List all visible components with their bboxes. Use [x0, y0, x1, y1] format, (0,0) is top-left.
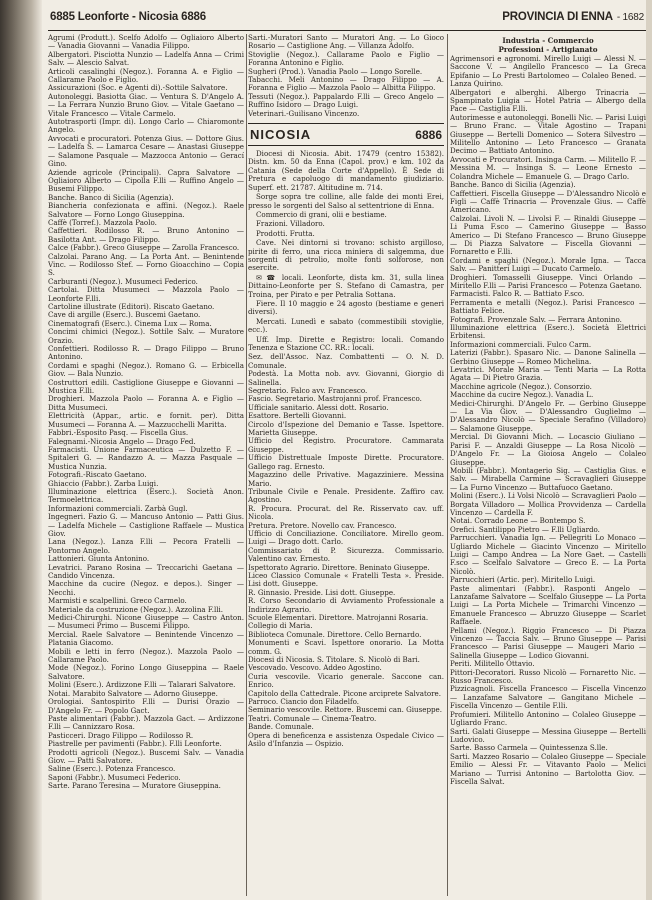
page-number: - 1682 — [616, 12, 644, 23]
description-paragraph: Frazioni. Villadoro. — [256, 219, 325, 229]
directory-entry: Articoli casalinghi (Negoz.). Foranna A. e Figlio — Callarame Paolo e Figlio. — [48, 66, 244, 85]
nicosia-trades-list — [450, 55, 646, 786]
directory-entry: Opera di beneficenza e assistenza Ospedale Civico — Asilo d'Infanzia — Ospizio. — [248, 730, 444, 749]
directory-entry: Albergatori. Pisciotta Nunzio — Ladelfa Anna — Crimi Salv. — Alescio Salvat. — [48, 49, 244, 68]
header-right — [502, 11, 644, 23]
columns — [48, 34, 646, 896]
directory-entry: Autotrasporti (Impr. di). Longo Carlo — Chiaromonte Angelo. — [48, 117, 244, 135]
directory-entry: Confettieri. Rodilosso R. — Drago Filippo — Bruno Antonino. — [48, 344, 244, 362]
directory-entry: Falegnami.-Nicosia Angelo — Drago Fed. — [48, 436, 196, 446]
directory-entry: Scuole Elementari. Direttore. Matrojanni Rosaria. — [248, 613, 429, 622]
town-code: 6886 — [415, 128, 442, 143]
directory-entry: Marmisti e scalpellini. Greco Carmelo. — [48, 596, 187, 606]
directory-entry: R. Ginnasio. Preside. Lisi dott. Giuseppe. — [248, 587, 396, 597]
directory-entry: Avvocati e procuratori. Potenza Gius. — Dottore Gius. — Ladelfa S. — Lamarca Cesare — Anastasi Giuseppe — Salamone Pasquale — Mazzocca Antonio — Gerací Gino. — [48, 133, 244, 169]
directory-entry: Calce (Fabbr.). Greco Giuseppe — Zarolla Francesco. — [48, 243, 240, 253]
directory-entry: Ufficio del Registro. Procuratore. Cammarata Giuseppe. — [248, 436, 444, 454]
directory-entry: Sarti. Galati Giuseppe — Messina Giuseppe — Bertelli Ludovico. — [450, 726, 646, 744]
directory-entry: Ferramenta e metalli (Negoz.). Parisi Francesco — Battiato Felice. — [450, 297, 646, 316]
directory-entry: Stoviglie (Negoz.). Callarame Paolo e Figlio — Foranna Antonino e Figlio. — [248, 49, 444, 68]
directory-entry: Assicurazioni (Soc. e Agenti di).-Sottile Salvatore. — [48, 83, 228, 93]
directory-entry: Costruttori edili. Castiglione Giuseppe e Giovanni — Mustica F.lli. — [48, 377, 244, 396]
directory-entry: Sugheri (Prod.). Vanadia Paolo — Longo Sorelle. — [248, 66, 423, 76]
directory-entry: Mobili e letti in ferro (Negoz.). Mazzola Paolo — Callarame Paolo. — [48, 646, 244, 665]
directory-entry: Ufficio di Conciliazione. Conciliatore. Mirello geom. Luigi — Drago dott. Carlo. — [248, 528, 444, 547]
directory-entry: Cordami e spaghi (Negoz.). Romano G. — Erbicella Giov. — Bala Nunzio. — [48, 360, 244, 379]
directory-entry: Medici-Chirurghi. D'Angelo Fr. — Gerbino Giuseppe — La Via Giov. — D'Alessandro Guglielmo — D'Alessandro Nicolò — Speciale Serafino (Villadoro) — Salamone Giuseppe. — [450, 398, 646, 433]
directory-entry: Parrucchieri. Vanadia Ign. — Pellegriti Lo Monaco — Ugliardo Michele — Giacinto Vincenzo — Miritello Luigi — Campo Andrea — La Nore Gaet. — Castelli F.sco — Scelfalo Salvatore — Greco E. — La Porta Nicolò. — [450, 533, 646, 576]
directory-entry: Caffè (Torref.). Mazzola Paolo. — [48, 217, 157, 227]
description-paragraph: Sorge sopra tre colline, alle falde dei monti Erei, presso le sorgenti del Salso al settentrione di Enna. — [248, 192, 444, 210]
directory-entry: Orefici. Santilippo Pietro — F.lli Ugliardo. — [450, 524, 600, 534]
directory-entry: Informazioni commerciali. Fulco Carm. — [450, 339, 592, 349]
directory-entry: Cordami e spaghi (Negoz.). Morale Igna. — Tacca Salv. — Panitteri Luigi — Ducato Carmelo. — [450, 255, 646, 274]
description-paragraph: Mercati. Lunedì e sabato (commestibili stoviglie, ecc.). — [248, 316, 444, 335]
directory-entry: Laterizi (Fabbr.). Spasaro Nic. — Danone Salinella — Gerbino Giuseppe — Romeo Michelina. — [450, 348, 646, 366]
directory-entry: Macchine da cucire (Negoz. e depos.). Singer — Necchi. — [48, 579, 244, 597]
directory-entry: Pellami (Negoz.). Riggio Francesco — Di Piazza Vincenzo — Taccia Salv. — Bruno Giuseppe — Parisi Francesco — Parisi Giuseppe — Maugeri Mario — Salinella Giuseppe — Lodico Giovanni. — [450, 625, 646, 660]
directory-entry: Fabbri.-Esposito Pasq. — Fiscella Gius. — [48, 428, 189, 438]
directory-entry: Parroco. Ciancio don Filadelfo. — [248, 697, 359, 707]
directory-entry: Molini (Eserc.). Li Volsi Nicolò — Scravaglieri Paolo — Borgata Villadoro — Mollica Provvidenza — Cardella Vincenzo — Cardella F. — [450, 491, 646, 517]
directory-entry: Podestà. La Motta nob. avv. Giovanni, Giorgio di Salinella. — [248, 369, 444, 387]
directory-entry: Notai. Corrado Leone — Bontempo S. — [450, 516, 586, 526]
directory-entry: Ufficio Distrettuale Imposte Dirette. Procuratore. Gallego rag. Ernesto. — [248, 453, 444, 471]
directory-entry: Paste alimentari (Fabbr.). Mazzola Gact. — Ardizzone F.lli — Cannizzaro Rosa. — [48, 713, 244, 732]
directory-entry: Liceo Classico Comunale « Fratelli Testa ». Preside. Lisi dott. Giuseppe. — [248, 570, 444, 589]
section-heading-line1: Industria - Commercio — [502, 36, 594, 45]
description-paragraph: Diocesi di Nicosia. Abit. 17479 (centro 15382). Distn. km. 50 da Enna (Capol. prov.) e km. 102 da Catania (Sede della Corte d'Appello). È Sede di Pretura e capoluogo di mandamento giudiziario. Superf. ett. 21787. Altitudine m. 714. — [248, 149, 444, 192]
directory-entry: Saline (Eserc.). Potenza Francesco. — [48, 764, 176, 774]
description-paragraph: Cave. Nei dintorni si trovano: schisto argilloso, pirite di ferro, una ricca miniera di salgemma, due sorgenti di petrolio, molte fonti solforose, non esercite. — [248, 238, 444, 273]
section-heading-line2: Professioni - Artigianato — [498, 45, 598, 54]
description-paragraph: Commercio di grani, olii e bestiame. — [256, 209, 387, 219]
directory-entry: Droghieri. Mazzola Paolo — Foranna A. e Figlio — Ditta Musumeci. — [48, 394, 244, 412]
directory-entry: Calzolai. Livoli N. — Livolsi F. — Rinaldi Giuseppe — Li Puma F.sco — Camerino Giuseppe — Basso Americo — Di Stefano Francesco — Bruno Giuseppe — Di Piazza Salvatore — Fiscella Giovanni — Fornaretto e F.lli. — [450, 213, 646, 257]
directory-entry: Levatrici. Morale Maria — Tenti Maria — La Rotta Agata — Di Pietro Grazia. — [450, 365, 646, 383]
directory-entry: Mode (Negoz.). Forino Longo Giuseppina — Raele Salvatore. — [48, 663, 244, 681]
town-description — [248, 150, 444, 352]
directory-entry: Macchine agricole (Negoz.). Consorzio. — [450, 381, 592, 391]
directory-entry: Sarti.-Muratori Santo — Muratori Ang. — Lo Gioco Rosario — Castiglione Ang. — Villanza Adolfo. — [248, 34, 444, 51]
directory-entry: Ingegneri. Fazio G. — Mancuso Antonio — Patti Gius. — Ladelfa Michele — Castiglione Raffaele — Mustica Giov. — [48, 512, 244, 538]
section-heading — [450, 36, 646, 54]
directory-entry: Orologiai. Santospirito F.lli — Durisi Orazio — D'Angelo Fr. — Popolo Gact. — [48, 697, 244, 715]
directory-entry: Ghiaccio (Fabbr.). Zarba Luigi. — [48, 478, 159, 488]
directory-entry: Pittori-Decoratori. Russo Nicolò — Fornaretto Nic. — Russo Francesco. — [450, 667, 646, 686]
directory-entry: Fascio. Segretario. Mastrojanni prof. Francesco. — [248, 394, 422, 404]
directory-entry: Notai. Marabito Salvatore — Adorno Giuseppe. — [48, 688, 218, 698]
directory-entry: Medici-Chirurghi. Nicone Giuseppe — Castro Anton. — Musumeci Primo — Buscemi Filippo. — [48, 613, 244, 631]
directory-entry: Pizzicagnoli. Fiscella Francesco — Fiscella Vincenzo — Lanzafame Salvatore — Gangitano Michele — Fiscella Vincenzo — Gentile F.lli. — [450, 684, 646, 711]
directory-entry: Sarte. Parano Teresina — Muratore Giuseppina. — [48, 781, 221, 791]
directory-entry: Calzolai. Parano Ang. — La Porta Ant. — Benintende Vinc. — Rodilosso Stef. — Forno Gioacchino — Copia S. — [48, 251, 244, 278]
directory-entry: Pasticceri. Drago Filippo — Rodilosso R. — [48, 730, 194, 740]
directory-entry: Teatri. Comunale — Cinema-Teatro. — [248, 713, 377, 723]
directory-entry: Cartolai. Ditta Musumeci — Mazzola Paolo — Leonforte F.lli. — [48, 285, 244, 303]
page-edge — [646, 0, 652, 900]
directory-entry: Agrimensori e agronomi. Mirello Luigi — Alessi N. — Saccone V. — Angilello Francesco — La Greca Epifanio — Lo Presti Bartolomeo — Colaleo Bened. — Lanza Quirino. — [450, 54, 646, 89]
column-nicosia-trades — [450, 34, 646, 896]
directory-entry: Segretario. Falco avv. Francesco. — [248, 386, 368, 396]
header-left-title: 6885 Leonforte - Nicosia 6886 — [50, 11, 206, 23]
directory-entry: Esattore. Bertelli Giovanni. — [248, 411, 347, 421]
directory-entry: Capitolo della Cattedrale. Picone arciprete Salvatore. — [248, 688, 441, 698]
column-divider — [246, 34, 247, 896]
directory-entry: Seminario vescovile. Rettore. Buscemi can. Giuseppe. — [248, 705, 442, 715]
directory-entry: Diocesi di Nicosia. S. Titolare. S. Nicolò di Bari. — [248, 655, 420, 665]
directory-entry: Concimi chimici (Negoz.). Sottile Salv. — Muratore Orazio. — [48, 327, 244, 345]
directory-entry: Elettricità (Appar., artic. e fornit. per). Ditta Musumeci — Foranna A. — Mazzucchelli Maritta. — [48, 411, 244, 429]
directory-entry: Collegio di Maria. — [248, 621, 313, 631]
directory-entry: Saponi (Fabbr.). Musumeci Federico. — [48, 772, 181, 782]
directory-entry: Ispettorato Agrario. Direttore. Beninato Giuseppe. — [248, 562, 430, 572]
directory-entry: Banche. Banco di Sicilia (Agenzia). — [48, 192, 174, 202]
directory-entry: Ufficiale sanitario. Alessi dott. Rosario. — [248, 402, 389, 412]
directory-entry: Tribunale Civile e Penale. Presidente. Zaffiro cav. Agostino. — [248, 486, 444, 505]
directory-entry: Farmacisti. Falco R. — Battiato F.sco. — [450, 289, 585, 299]
header-province: PROVINCIA DI ENNA — [502, 11, 613, 23]
description-paragraph: ✉ ☎ locali. Leonforte, dista km. 31, sulla linea Dittaino-Leonforte per S. Stefano di Camastra, per Troina, per Pirato e per Petralia Sottana. — [248, 272, 444, 299]
directory-entry: Pretura. Pretore. Novello cav. Francesco. — [248, 520, 397, 530]
directory-entry: Levatrici. Parano Rosina — Treccarichi Gaetana — Candido Vincenza. — [48, 562, 244, 580]
directory-entry: Circolo d'Ispezione del Demanio e Tasse. Ispettore. Marietta Giuseppe. — [248, 419, 444, 438]
directory-entry: Aziende agricole (Principali). Capra Salvatore — Ogliaioro Alberto — Cipolla F.lli — Ruffino Angelo — Busemi Filippo. — [48, 167, 244, 194]
nicosia-institutions — [248, 353, 444, 748]
directory-entry: Autorimesse e autonoleggi. Bonelli Nic. — Parisi Luigi — Bruno Franc. — Vitale Agostino — Trapani Giuseppe — Bertelli Domenico — Sotera Silvestro — Militello Antonino — Leto Francesco — Granata Decimo — Battiato Antonino. — [450, 112, 646, 156]
directory-entry: Vescovado. Vescovo. Addeo Agostino. — [248, 663, 382, 673]
description-paragraph: Prodotti. Frutta. — [256, 228, 315, 238]
directory-entry: Biblioteca Comunale. Direttore. Cello Bernardo. — [248, 629, 422, 639]
directory-entry: Fotografi.-Riscato Gaetano. — [48, 470, 147, 480]
directory-entry: Mercial. Raele Salvatore — Benintende Vincenzo — Platania Giacomo. — [48, 629, 244, 648]
directory-entry: Periti. Militello Ottavio. — [450, 659, 535, 669]
town-heading — [248, 123, 444, 146]
column-divider — [447, 34, 448, 896]
directory-entry: Profumieri. Militello Antonino — Colaleo Giuseppe — Ugliardo Franc. — [450, 709, 646, 728]
directory-entry: Cinematografi (Eserc.). Cinema Lux — Roma. — [48, 318, 212, 328]
directory-entry: Banche. Banco di Sicilia (Agenzia). — [450, 180, 576, 190]
directory-entry: Paste alimentari (Fabbr.). Rasponti Angelo — Lanzafame Salvatore — Scelfalo Giuseppe — La Porta Luigi — La Porta Michele — Trimarchi Vincenzo — Emanuele Francesco — Abruzzo Giuseppe — Scarlet Raffaele. — [450, 583, 646, 627]
directory-entry: Caffettieri. Fiscella Giuseppe — D'Alessandro Nicolò e Figli — Caffè Trinacria — Provenzale Gius. — Caffè Americano. — [450, 188, 646, 215]
directory-entry: Illuminazione elettrica (Eserc.). Società Elettrici Erbitensi. — [450, 323, 646, 341]
directory-entry: Parrucchieri (Artic. per). Miritello Luigi. — [450, 575, 596, 585]
directory-entry: Fotografi. Provenzale Salv. — Ferrara Antonino. — [450, 314, 622, 324]
directory-entry: Monumenti e Scavi. Ispettore onorario. La Motta comm. G. — [248, 638, 444, 656]
directory-entry: Illuminazione elettrica (Eserc.). Società Anon. Termoelettrica. — [48, 486, 244, 505]
directory-entry: Piastrelle per pavimenti (Fabbr.). F.lli Leonforte. — [48, 739, 222, 749]
directory-entry: Biancheria confezionata e affini. (Negoz.). Raele Salvatore — Forno Longo Giuseppina. — [48, 201, 244, 219]
directory-entry: Macchine da cucire Negoz.). Vanadia L. — [450, 390, 594, 400]
directory-entry: Tabacchi. Meli Antonino — Drago Filippo — A. Foranna e Figlio — Mazzola Paolo — Albitta Filippo. — [248, 75, 444, 93]
leonforte-continued — [248, 34, 444, 118]
directory-entry: Molini (Eserc.). Ardizzone F.lli — Talarari Salvatore. — [48, 680, 236, 690]
directory-entry: R. Corso Secondario di Avviamento Professionale a Indirizzo Agrario. — [248, 596, 444, 614]
directory-entry: Farmacisti. Unione Farmaceutica — Dulzetto F. — Spitaleri G. — Randazzo A. — Mazza Pasquale — Mustica Nunzia. — [48, 444, 244, 471]
directory-entry: Agrumi (Produtt.). Scelfo Adolfo — Ogliaioro Alberto — Vanadia Giovanni — Vanadia Filippo. — [48, 34, 244, 51]
book-binding-shadow — [0, 0, 42, 900]
directory-entry: Prodotti agricoli (Negoz.). Buscemi Salv. — Vanadia Giov. — Patti Salvatore. — [48, 747, 244, 765]
directory-entry: R. Procura. Procurat. del Re. Risservato cav. uff. Nicola. — [248, 503, 444, 522]
directory-entry: Sarte. Basso Carmela — Quintessenza S.lle. — [450, 743, 608, 753]
column-middle — [248, 34, 444, 896]
directory-page — [48, 8, 646, 896]
directory-entry: Lattonieri. Giunta Antonino. — [48, 554, 150, 564]
directory-entry: Tessuti (Negoz.). Pappalardo F.lli — Greco Angelo — Ruffino Isidoro — Drago Luigi. — [248, 91, 444, 110]
town-name: NICOSIA — [250, 127, 312, 143]
directory-entry: Avvocati e Procuratori. Insinga Carm. — Militello F. — Messina M. — Insinga S. — Leone Ernesto — Colandra Michele — Emanuele G. — Drago Carlo. — [450, 154, 646, 181]
directory-entry: Sarti. Mazzeo Rosario — Colaleo Giuseppe — Speciale Emilio — Alessi Fr. — Vitavanto Paolo — Melici Mariano — Turrisi Antonino — Bartolotta Giov. — Fiscella Salvat. — [450, 751, 646, 786]
directory-entry: Droghieri. Tomasselli Giuseppe. Vinci Orlando — Miritello F.lli — Parisi Francesco — Potenza Gaetano. — [450, 272, 646, 290]
directory-entry: Lana (Negoz.). Lanza F.lli — Pecora Fratelli — Pontorno Angelo. — [48, 537, 244, 555]
column-leonforte — [48, 34, 244, 896]
page-header — [48, 8, 646, 31]
directory-entry: Bande. Comunale. — [248, 722, 314, 732]
directory-entry: Caffettieri. Rodilosso R. — Bruno Antonino — Basilotta Ant. — Drago Filippo. — [48, 226, 244, 244]
directory-entry: Mobili (Fabbr.). Montagerio Sig. — Castiglia Gius. e Salv. — Mirabella Carmine — Scravaglieri Giuseppe — La Furno Vincenzo — Buttafuoco Gaetano. — [450, 465, 646, 492]
directory-entry: Carburanti (Negoz.). Musumeci Federico. — [48, 276, 198, 286]
directory-entry: Mercial. Di Giovanni Mich. — Locascio Giuliano — Parisi F. — Anzaldi Giuseppe — La Rosa Nicolò — D'Angelo Fr. — La Gioiosa Angelo — Colaleo Giuseppe. — [450, 432, 646, 467]
directory-entry: Commissariato di P. Sicurezza. Commissario. Valentino cav. Ernesto. — [248, 545, 444, 564]
directory-entry: Materiale da costruzione (Negoz.). Azzolina F.lli. — [48, 604, 224, 614]
description-paragraph: Fiere. Il 10 maggio e 24 agosto (bestiame e generi diversi). — [248, 298, 444, 317]
directory-entry: Cave di argille (Eserc.). Buscemi Gaetano. — [48, 310, 201, 320]
directory-entry: Veterinari.-Guilisano Vincenzo. — [248, 108, 360, 118]
directory-entry: Cartoline illustrate (Editori). Riscato Gaetano. — [48, 302, 215, 311]
directory-entry: Magazzino delle Privative. Magazziniere. Messina Mario. — [248, 470, 444, 488]
directory-entry: Curia vescovile. Vicario generale. Saccone can. Enrico. — [248, 671, 444, 690]
directory-entry: Albergatori e alberghi. Albergo Trinacria — Spampinato Luigia — Hotel Patria — Albergo della Pace — Castiglia F.lli. — [450, 87, 646, 114]
directory-entry: Informazioni commerciali. Zarbà Gugl. — [48, 503, 188, 513]
directory-entry: Autonoleggi. Basiotta Giac. — Ventura S. D'Angelo A. — La Ferrara Nunzio Bruno Giov. — Vitale Gaetano — Vitale Francesco — Vitale Carmelo. — [48, 91, 244, 118]
directory-entry: Sez. dell'Assoc. Naz. Combattenti — O. N. D. Comunale. — [248, 352, 444, 370]
description-paragraph: Uff. Imp. Dirette e Registro: locali. Comando Tenenza e Stazione CC. RR.: locali. — [248, 334, 444, 352]
